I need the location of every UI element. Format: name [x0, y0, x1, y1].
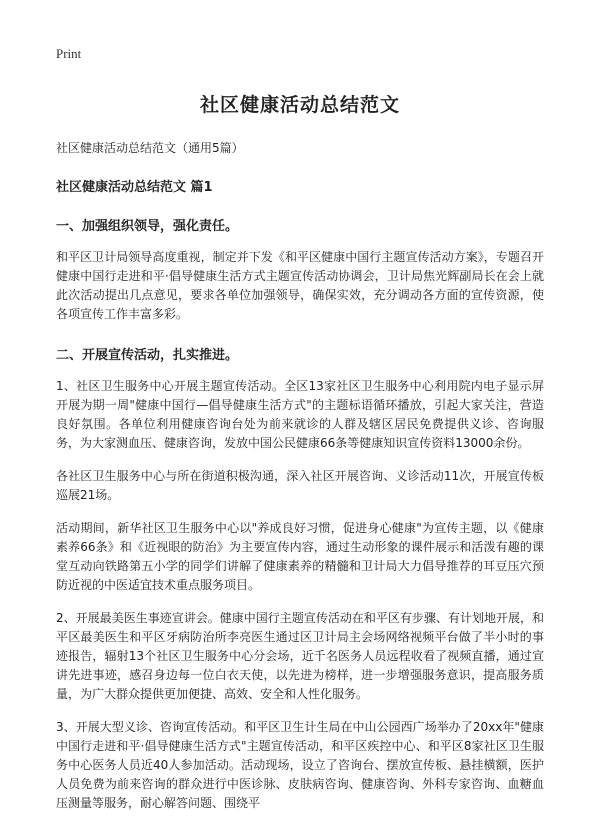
section-2-paragraph-5: 3、开展大型义诊、咨询宣传活动。和平区卫生计生局在中山公园西广场举办了20xx年"健康中国行走进和平·倡导健康生活方式"主题宣传活动，和平区疾控中心、和平区8家社区卫生服务中心医务人员近40人参加活动。活动现场，设立了咨询台、摆放宣传板、悬挂横额，医护人员免费为前来咨询的群众进行中医诊脉、皮肤病咨询、健康咨询、外科专家咨询、血糖血压测量等服务，耐心解答问题、围绕平 — [56, 720, 544, 810]
section-2-paragraph-1: 1、社区卫生服务中心开展主题宣传活动。全区13家社区卫生服务中心利用院内电子显示屏开展为期一周"健康中国行—倡导健康生活方式"的主题标语循环播放，引起大家关注，营造良好氛围。各单位利用健康咨询台处为前来就诊的人群及辖区居民免费提供义诊、咨询服务，为大家测血压、健康咨询，发放中国公民健康66条等健康知识宣传资料13000余份。 — [56, 379, 544, 450]
section-2-heading: 二、开展宣传活动，扎实推进。 — [56, 348, 239, 363]
section-2-paragraph-4: 2、开展最美医生事迹宣讲会。健康中国行主题宣传活动在和平区有步骤、有计划地开展，和平区最美医生和平区牙病防治所李亮医生通过区卫计局主会场网络视频平台做了半小时的事迹报告，辐射13个社区卫生服务中心分会场，近千名医务人员远程收看了视频直播，通过宣讲先进事迹，感召身边每一位白衣天使，以先进为榜样，进一步增强服务意识，提高服务质量，为广大群众提供更加便捷、高效、安全和人性化服务。 — [56, 611, 544, 701]
print-link[interactable]: Print — [56, 46, 82, 61]
section-1-paragraph-1: 和平区卫计局领导高度重视，制定并下发《和平区健康中国行主题宣传活动方案》，专题召开健康中国行走进和平·倡导健康生活方式主题宣传活动协调会，卫计局焦光辉副局长在会上就此次活动提出几点意见，要求各单位加强领导，确保实效，充分调动各方面的宣传资源，使各项宣传工作丰富多彩。 — [56, 250, 544, 321]
document-title: 社区健康活动总结范文 — [199, 94, 400, 116]
chapter-heading: 社区健康活动总结范文 篇1 — [56, 180, 213, 195]
section-2-paragraph-3: 活动期间，新华社区卫生服务中心以"养成良好习惯，促进身心健康"为宣传主题，以《健康素养66条》和《近视眼的防治》为主要宣传内容，通过生动形象的课件展示和活泼有趣的课堂互动向铁路第五小学的同学们讲解了健康素养的精髓和卫计局大力倡导推荐的耳豆压穴预防近视的中医适宜技术重点服务项目。 — [56, 521, 544, 592]
section-2-paragraph-2: 各社区卫生服务中心与所在街道积极沟通，深入社区开展咨询、义诊活动11次，开展宣传板巡展21场。 — [56, 469, 544, 502]
section-1-heading: 一、加强组织领导，强化责任。 — [56, 219, 239, 234]
document-subtitle: 社区健康活动总结范文（通用5篇） — [56, 141, 244, 155]
